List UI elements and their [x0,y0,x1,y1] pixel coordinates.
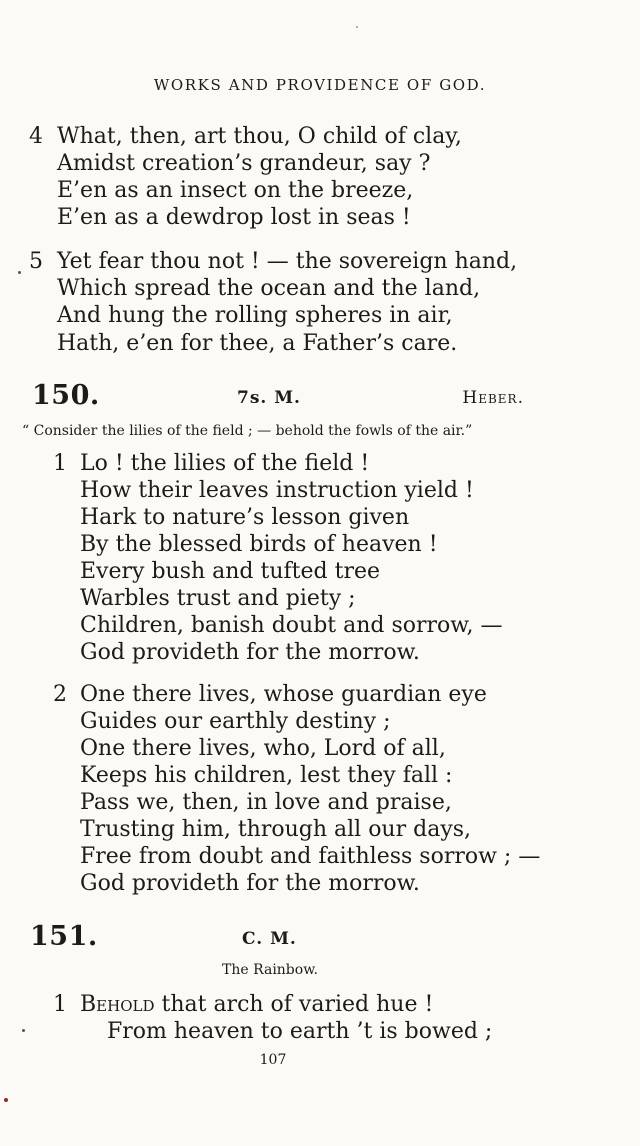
print-speck [356,26,358,28]
verse-line: And hung the rolling spheres in air, [57,303,453,328]
verse-line: Every bush and tufted tree [80,559,380,584]
verse-line [80,991,433,1018]
verse-line: Lo ! the lilies of the field ! [80,451,370,476]
verse-line: Hath, e’en for thee, a Father’s care. [57,331,458,356]
verse-line: Hark to nature’s lesson given [80,505,410,530]
verse-line: Yet fear thou not ! — the sovereign hand, [57,249,518,274]
verse-line: By the blessed birds of heaven ! [80,532,438,557]
verse-line: Keeps his children, lest they fall : [80,763,453,788]
hymn-meter: 7s. M. [237,388,301,408]
hymn-number: 150. [32,380,100,411]
verse-number: 1 [53,451,67,476]
verse-line: One there lives, who, Lord of all, [80,736,446,761]
verse-number: 2 [53,682,67,707]
verse-line: Pass we, then, in love and praise, [80,790,452,815]
verse-line: E’en as a dewdrop lost in seas ! [57,205,411,230]
verse-number: 1 [53,992,67,1017]
print-speck [18,271,21,274]
verse-line: Guides our earthly destiny ; [80,709,391,734]
hymn-author: Heber. [462,388,524,408]
verse-line: Children, banish doubt and sorrow, — [80,613,503,638]
verse-line: God provideth for the morrow. [80,871,420,896]
verse-line: Which spread the ocean and the land, [57,276,481,301]
verse-line: Trusting him, through all our days, [80,817,472,842]
hymn-meter: C. M. [242,929,297,949]
verse-line-rest: that arch of varied hue ! [154,992,434,1017]
running-header: WORKS AND PROVIDENCE OF GOD. [153,76,487,94]
verse-line: How their leaves instruction yield ! [80,478,474,503]
verse-line: From heaven to earth ’t is bowed ; [107,1019,493,1044]
page-number: 107 [259,1052,287,1068]
verse-line: What, then, art thou, O child of clay, [57,124,462,149]
verse-number: 5 [29,249,43,274]
verse-first-word: Behold [80,992,155,1017]
verse-line: Warbles trust and piety ; [80,586,356,611]
verse-line: One there lives, whose guardian eye [80,682,487,707]
verse-number: 4 [29,124,43,149]
verse-line: Free from doubt and faithless sorrow ; — [80,844,541,869]
hymn-subtitle: The Rainbow. [222,962,318,978]
hymn-number: 151. [30,921,98,952]
print-speck [22,1029,25,1032]
verse-line: E’en as an insect on the breeze, [57,178,414,203]
hymn-epigraph: “ Consider the lilies of the field ; — behold the fowls of the air.” [22,423,473,439]
print-speck [4,1098,8,1102]
verse-line: Amidst creation’s grandeur, say ? [57,151,431,176]
verse-line: God provideth for the morrow. [80,640,420,665]
